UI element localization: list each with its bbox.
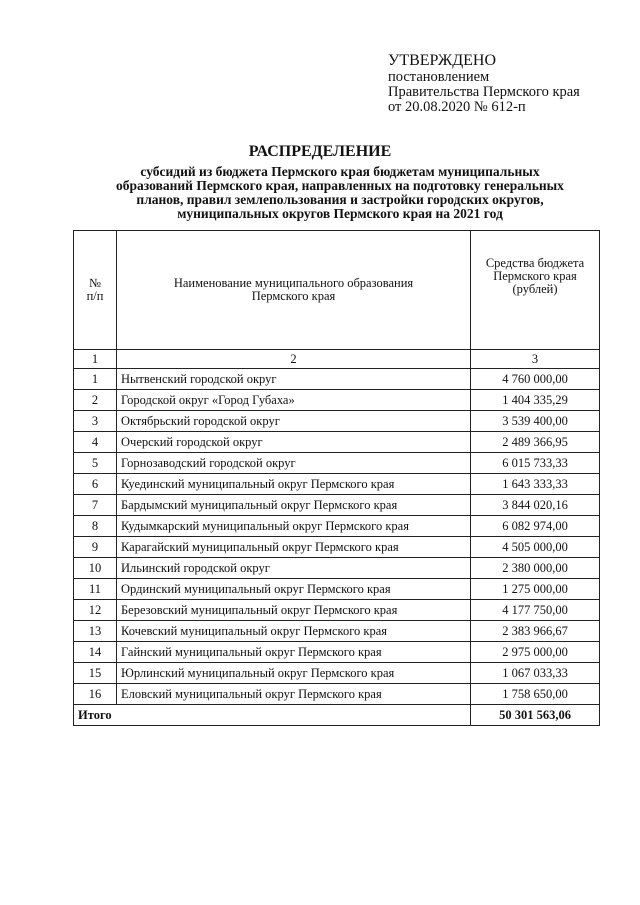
row-number: 13 xyxy=(74,621,117,642)
subtitle-line: муниципальных округов Пермского края на 2021 год xyxy=(177,206,503,221)
table-row xyxy=(74,600,600,621)
row-municipality-name: Ординский муниципальный округ Пермского края xyxy=(117,579,471,600)
approval-line-government: Правительства Пермского края xyxy=(388,84,580,100)
row-number: 2 xyxy=(74,390,117,411)
table-row xyxy=(74,684,600,705)
approval-stamp xyxy=(388,52,580,115)
row-amount: 6 082 974,00 xyxy=(471,516,600,537)
header-name-line: Наименование муниципального образования xyxy=(173,276,414,290)
document-title: РАСПРЕДЕЛЕНИЕ xyxy=(248,143,392,160)
table-row xyxy=(74,537,600,558)
row-municipality-name: Октябрьский городской округ xyxy=(117,411,471,432)
table-row xyxy=(74,558,600,579)
header-number-line: п/п xyxy=(86,289,104,303)
subtitle-line: планов, правил землепользования и застройки городских округов, xyxy=(136,192,544,207)
row-number: 14 xyxy=(74,642,117,663)
column-number: 2 xyxy=(117,350,471,369)
row-number: 5 xyxy=(74,453,117,474)
row-number: 4 xyxy=(74,432,117,453)
subtitle-line: субсидий из бюджета Пермского края бюджетам муниципальных xyxy=(140,164,540,179)
row-municipality-name: Городской округ «Город Губаха» xyxy=(117,390,471,411)
row-number: 9 xyxy=(74,537,117,558)
row-number: 8 xyxy=(74,516,117,537)
header-number-line: № xyxy=(89,276,101,290)
table-row xyxy=(74,474,600,495)
row-amount: 1 067 033,33 xyxy=(471,663,600,684)
row-number: 16 xyxy=(74,684,117,705)
table-row xyxy=(74,621,600,642)
row-municipality-name: Горнозаводский городской округ xyxy=(117,453,471,474)
subtitle-line: образований Пермского края, направленных на подготовку генеральных xyxy=(116,178,564,193)
header-name xyxy=(117,231,471,350)
column-number: 1 xyxy=(74,350,117,369)
table-row xyxy=(74,579,600,600)
table-header-row xyxy=(74,231,600,350)
total-row xyxy=(74,705,600,726)
header-amount-line: Пермского края xyxy=(493,269,577,283)
row-municipality-name: Юрлинский муниципальный округ Пермского края xyxy=(117,663,471,684)
row-number: 3 xyxy=(74,411,117,432)
header-amount xyxy=(471,231,600,350)
row-municipality-name: Кочевский муниципальный округ Пермского края xyxy=(117,621,471,642)
table-row xyxy=(74,663,600,684)
table-row xyxy=(74,642,600,663)
approval-line-date: от 20.08.2020 № 612-п xyxy=(388,99,526,115)
row-amount: 2 380 000,00 xyxy=(471,558,600,579)
row-amount: 1 643 333,33 xyxy=(471,474,600,495)
row-municipality-name: Ильинский городской округ xyxy=(117,558,471,579)
row-amount: 2 383 966,67 xyxy=(471,621,600,642)
row-municipality-name: Еловский муниципальный округ Пермского края xyxy=(117,684,471,705)
document-subtitle xyxy=(80,165,600,221)
total-label: Итого xyxy=(74,705,471,726)
row-amount: 3 844 020,16 xyxy=(471,495,600,516)
header-amount-line: (рублей) xyxy=(512,282,558,296)
header-name-line: Пермского края xyxy=(251,289,336,303)
row-number: 6 xyxy=(74,474,117,495)
row-amount: 4 505 000,00 xyxy=(471,537,600,558)
table-row xyxy=(74,369,600,390)
table-row xyxy=(74,453,600,474)
row-amount: 1 275 000,00 xyxy=(471,579,600,600)
row-municipality-name: Куединский муниципальный округ Пермского края xyxy=(117,474,471,495)
row-municipality-name: Бардымский муниципальный округ Пермского края xyxy=(117,495,471,516)
table-row xyxy=(74,432,600,453)
row-amount: 4 760 000,00 xyxy=(471,369,600,390)
row-number: 11 xyxy=(74,579,117,600)
row-number: 10 xyxy=(74,558,117,579)
row-number: 1 xyxy=(74,369,117,390)
total-amount: 50 301 563,06 xyxy=(471,705,600,726)
row-amount: 1 758 650,00 xyxy=(471,684,600,705)
row-amount: 6 015 733,33 xyxy=(471,453,600,474)
row-municipality-name: Карагайский муниципальный округ Пермского края xyxy=(117,537,471,558)
approval-heading: УТВЕРЖДЕНО xyxy=(388,52,497,69)
row-municipality-name: Нытвенский городской округ xyxy=(117,369,471,390)
row-municipality-name: Березовский муниципальный округ Пермского края xyxy=(117,600,471,621)
row-number: 15 xyxy=(74,663,117,684)
row-number: 12 xyxy=(74,600,117,621)
table-row xyxy=(74,411,600,432)
row-municipality-name: Очерский городской округ xyxy=(117,432,471,453)
row-amount: 4 177 750,00 xyxy=(471,600,600,621)
header-number xyxy=(74,231,117,350)
approval-line-decree: постановлением xyxy=(388,69,490,85)
row-amount: 3 539 400,00 xyxy=(471,411,600,432)
column-number-row xyxy=(74,350,600,369)
table-row xyxy=(74,516,600,537)
row-municipality-name: Гайнский муниципальный округ Пермского края xyxy=(117,642,471,663)
row-amount: 2 975 000,00 xyxy=(471,642,600,663)
row-amount: 2 489 366,95 xyxy=(471,432,600,453)
row-municipality-name: Кудымкарский муниципальный округ Пермского края xyxy=(117,516,471,537)
table-row xyxy=(74,495,600,516)
distribution-table xyxy=(73,230,600,726)
column-number: 3 xyxy=(471,350,600,369)
row-amount: 1 404 335,29 xyxy=(471,390,600,411)
header-amount-line: Средства бюджета xyxy=(485,256,585,270)
table-row xyxy=(74,390,600,411)
row-number: 7 xyxy=(74,495,117,516)
